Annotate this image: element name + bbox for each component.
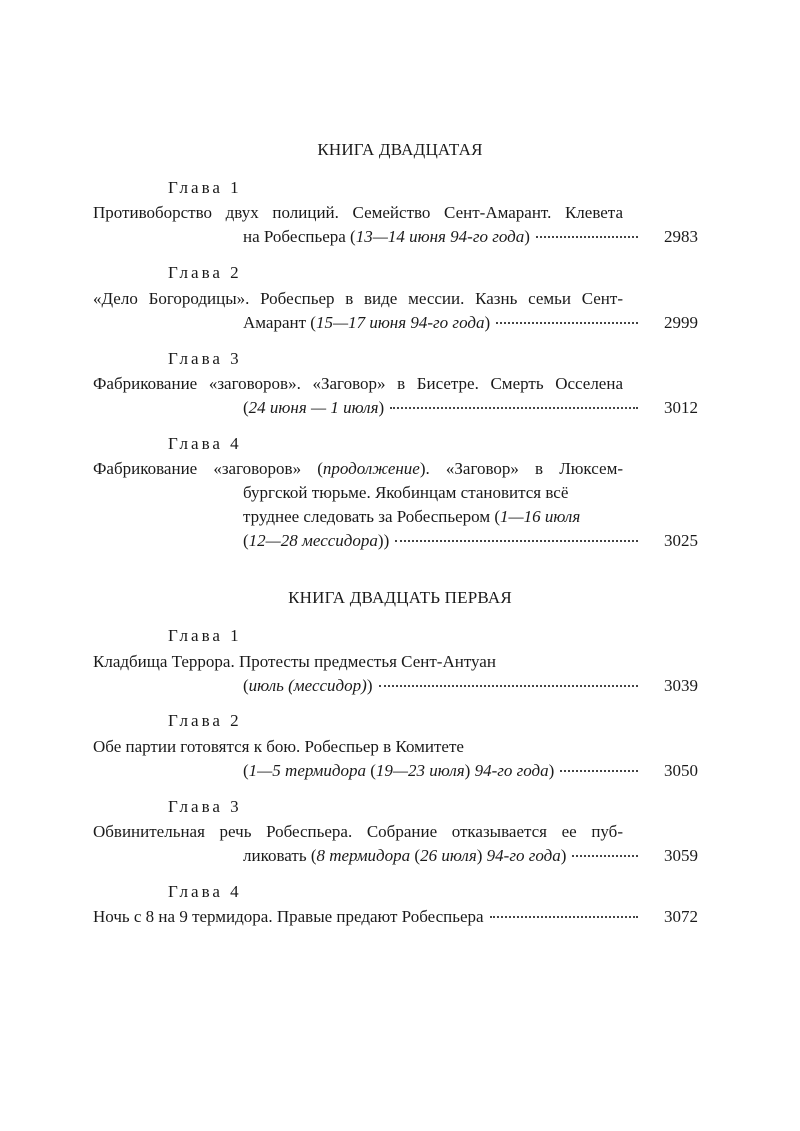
entry-title-line: труднее следовать за Робеспьером (1—16 июля: [243, 507, 581, 526]
chapter-heading: Глава 2: [168, 711, 242, 730]
entry-title-line: бургской тюрьме. Якобинцам становится всё: [243, 483, 569, 502]
chapter-heading: Глава 3: [168, 797, 242, 816]
page-number: 3039: [664, 676, 698, 695]
page-number: 3050: [664, 761, 698, 780]
page-number: 3072: [664, 907, 698, 926]
chapter-heading: Глава 4: [168, 882, 242, 901]
entry-title-line: Кладбища Террора. Протесты предместья Сент-Антуан: [93, 652, 496, 671]
entry-last-line: (24 июня — 1 июля) 3012: [93, 396, 698, 420]
dot-leader: [390, 406, 638, 409]
entry-last-line: (1—5 термидора (19—23 июля) 94-го года) 3050: [93, 759, 698, 783]
entry-title-line: Обвинительная речь Робеспьера. Собрание отказывается ее пуб-: [93, 822, 623, 841]
entry-title-line: Обе партии готовятся к бою. Робеспьер в Комитете: [93, 737, 464, 756]
book-title: КНИГА ДВАДЦАТЬ ПЕРВАЯ: [288, 588, 512, 607]
page-number: 2999: [664, 313, 698, 332]
entry-last-line: ликовать (8 термидора (26 июля) 94-го года) 3059: [93, 844, 698, 868]
chapter-heading: Глава 3: [168, 349, 242, 368]
entry-title-line: «Дело Богородицы». Робеспьер в виде мессии. Казнь семьи Сент-: [93, 289, 623, 308]
entry-title-line: Противоборство двух полиций. Семейство Сент-Амарант. Клевета: [93, 203, 623, 222]
dot-leader: [496, 321, 638, 324]
page-number: 3025: [664, 531, 698, 550]
page-number: 2983: [664, 227, 698, 246]
page-number: 3012: [664, 398, 698, 417]
entry-last-line: на Робеспьера (13—14 июня 94-го года) 2983: [93, 225, 698, 249]
chapter-heading: Глава 2: [168, 263, 242, 282]
dot-leader: [490, 915, 638, 918]
entry-last-line: (12—28 мессидора)) 3025: [93, 529, 698, 553]
dot-leader: [560, 769, 638, 772]
chapter-heading: Глава 1: [168, 178, 242, 197]
entry-last-line: Амарант (15—17 июня 94-го года) 2999: [93, 311, 698, 335]
dot-leader: [536, 235, 638, 238]
dot-leader: [379, 684, 639, 687]
dot-leader: [395, 539, 638, 542]
book-title: КНИГА ДВАДЦАТАЯ: [317, 140, 483, 159]
entry-title-line: Фабрикование «заговоров». «Заговор» в Бисетре. Смерть Осселена: [93, 374, 623, 393]
chapter-heading: Глава 1: [168, 626, 242, 645]
dot-leader: [572, 854, 638, 857]
entry-title-line: Фабрикование «заговоров» (продолжение). «Заговор» в Люксем-: [93, 459, 623, 478]
entry-last-line: (июль (мессидор)) 3039: [93, 674, 698, 698]
entry-last-line: Ночь с 8 на 9 термидора. Правые предают Робеспьера 3072: [93, 905, 698, 929]
chapter-heading: Глава 4: [168, 434, 242, 453]
page-number: 3059: [664, 846, 698, 865]
